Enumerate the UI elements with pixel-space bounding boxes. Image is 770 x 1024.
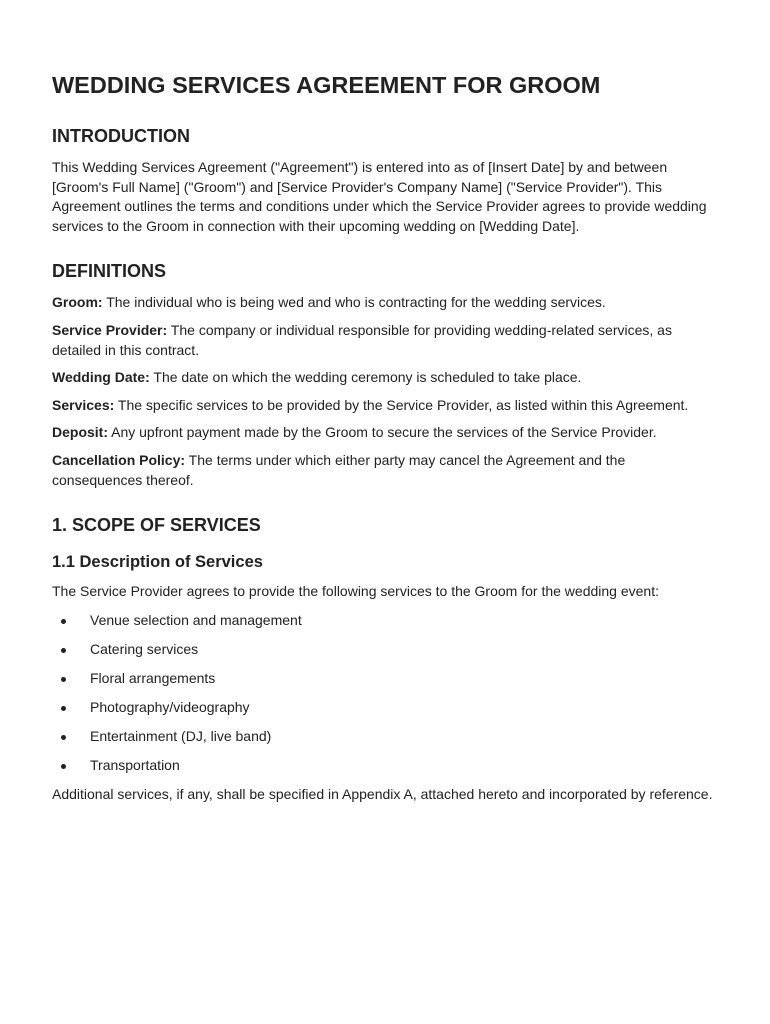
list-item <box>52 727 718 747</box>
definition-wedding-date <box>52 368 718 388</box>
definition-text: The company or individual responsible for providing wedding-related services, as detailed in this contract. <box>52 321 672 358</box>
definition-text: Any upfront payment made by the Groom to secure the services of the Service Provider. <box>108 424 657 441</box>
definitions-heading: DEFINITIONS <box>52 261 167 282</box>
service-label: Catering services <box>90 640 199 657</box>
introduction-heading: INTRODUCTION <box>52 126 190 146</box>
services-intro: The Service Provider agrees to provide the following services to the Groom for the wedding event: <box>52 583 659 600</box>
list-item <box>52 669 718 689</box>
definition-text: The terms under which either party may cancel the Agreement and the consequences thereof. <box>52 451 626 488</box>
definition-term: Services: <box>52 396 115 413</box>
bullet-icon <box>61 706 66 711</box>
definition-term: Groom: <box>52 294 103 311</box>
list-item <box>52 756 718 776</box>
document-title: WEDDING SERVICES AGREEMENT FOR GROOM <box>52 72 601 98</box>
definition-term: Deposit: <box>52 424 108 441</box>
bullet-icon <box>61 764 66 769</box>
bullet-icon <box>61 735 66 740</box>
definition-text: The individual who is being wed and who is contracting for the wedding services. <box>102 294 606 311</box>
service-label: Floral arrangements <box>90 669 216 686</box>
service-label: Transportation <box>90 757 180 774</box>
introduction-paragraph: This Wedding Services Agreement ("Agreement") is entered into as of [Insert Date] by and between [Groom's Full Name] ("Groom") and [Service Provider's Company Name] ("Service Provider"). This Agreement outlines the terms and conditions under which the Service Provider agrees to provide wedding services to the Groom in connection with their upcoming wedding on [Wedding Date]. <box>52 159 707 234</box>
definition-term: Wedding Date: <box>52 369 150 386</box>
definition-groom <box>52 293 718 313</box>
service-label: Entertainment (DJ, live band) <box>90 728 272 745</box>
bullet-icon <box>61 677 66 682</box>
definition-term: Cancellation Policy: <box>52 451 186 468</box>
list-item <box>52 611 718 631</box>
scope-heading: 1. SCOPE OF SERVICES <box>52 515 261 536</box>
bullet-icon <box>61 648 66 653</box>
additional-services-note: Additional services, if any, shall be specified in Appendix A, attached hereto and incorporated by reference. <box>52 786 713 803</box>
definition-deposit <box>52 423 718 443</box>
services-list <box>52 611 718 776</box>
service-label: Photography/videography <box>90 699 250 715</box>
definition-text: The specific services to be provided by the Service Provider, as listed within this Agreement. <box>114 396 689 413</box>
definition-cancellation-policy <box>52 451 718 490</box>
definition-services <box>52 396 718 416</box>
service-label: Venue selection and management <box>90 611 302 628</box>
definition-service-provider <box>52 321 718 360</box>
list-item <box>52 698 718 718</box>
list-item <box>52 640 718 660</box>
definition-text: The date on which the wedding ceremony is scheduled to take place. <box>149 369 582 386</box>
definition-term: Service Provider: <box>52 321 168 338</box>
description-subheading: 1.1 Description of Services <box>52 553 263 572</box>
bullet-icon <box>61 619 66 624</box>
